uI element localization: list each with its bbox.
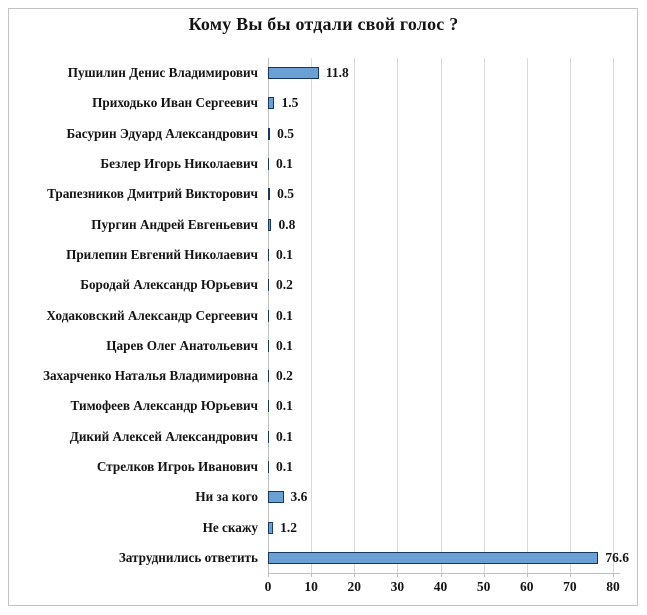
bar: [268, 188, 270, 200]
value-label: 0.1: [276, 398, 293, 414]
bar: [268, 97, 274, 109]
category-label: Захарченко Наталья Владимировна: [43, 368, 258, 384]
bar: [268, 219, 271, 231]
value-label: 0.1: [276, 156, 293, 172]
category-label: Трапезников Дмитрий Викторович: [47, 186, 258, 202]
bar: [268, 370, 269, 382]
bar: [268, 491, 284, 503]
gridline: [484, 58, 485, 573]
bar: [268, 249, 269, 261]
gridline: [441, 58, 442, 573]
bar: [268, 279, 269, 291]
gridline: [527, 58, 528, 573]
value-label: 0.8: [278, 216, 296, 232]
bar: [268, 128, 270, 140]
value-label: 0.1: [276, 428, 293, 444]
value-label: 3.6: [290, 489, 308, 505]
category-label: Безлер Игорь Николаевич: [100, 156, 258, 172]
value-label: 0.1: [276, 307, 293, 323]
x-axis-tick-label: 10: [304, 579, 318, 594]
category-label: Басурин Эдуард Александрович: [66, 125, 258, 141]
bar: [268, 552, 598, 564]
x-axis-tick-label: 40: [433, 579, 448, 594]
x-axis-tick-label: 60: [520, 579, 534, 594]
x-axis-tick-label: 30: [390, 579, 405, 594]
category-label: Царев Олег Анатольевич: [106, 337, 258, 353]
value-label: 76.6: [605, 549, 629, 565]
gridline: [311, 58, 312, 573]
gridline: [354, 58, 355, 573]
category-label: Тимофеев Александр Юрьевич: [70, 398, 258, 414]
category-label: Пушилин Денис Владимирович: [67, 65, 258, 81]
value-label: 11.8: [325, 65, 349, 81]
category-label: Приходько Иван Сергеевич: [92, 95, 258, 111]
category-label: Не скажу: [202, 519, 258, 535]
value-label: 0.1: [276, 337, 293, 353]
bar: [268, 158, 269, 170]
gridline: [613, 58, 614, 573]
category-label: Ни за кого: [195, 489, 258, 505]
value-label: 1.5: [281, 95, 299, 111]
value-label: 0.5: [277, 186, 295, 202]
x-axis-tick-label: 50: [476, 579, 491, 594]
category-label: Пургин Андрей Евгеньевич: [91, 216, 258, 232]
x-axis-line: [268, 573, 620, 574]
x-axis-tick-label: 80: [606, 579, 620, 594]
category-label: Затруднились ответить: [118, 549, 258, 565]
bar: [268, 461, 269, 473]
value-label: 0.2: [276, 368, 293, 384]
category-label: Дикий Алексей Александрович: [69, 428, 258, 444]
bar: [268, 340, 269, 352]
value-label: 0.5: [277, 125, 295, 141]
value-label: 0.1: [276, 246, 293, 262]
gridline: [570, 58, 571, 573]
category-label: Ходаковский Александр Сергеевич: [46, 307, 258, 323]
x-axis-tick-label: 70: [563, 579, 577, 594]
bar: [268, 431, 269, 443]
category-label: Стрелков Игроь Иванович: [96, 458, 258, 474]
value-label: 0.1: [276, 458, 293, 474]
gridline: [397, 58, 398, 573]
bar: [268, 310, 269, 322]
bar: [268, 67, 319, 79]
category-label: Прилепин Евгений Николаевич: [66, 246, 258, 262]
bar: [268, 400, 269, 412]
value-label: 0.2: [276, 277, 293, 293]
value-label: 1.2: [280, 519, 298, 535]
x-axis-tick-label: 0: [264, 579, 272, 594]
chart-title: Кому Вы бы отдали свой голос ?: [188, 14, 459, 34]
category-label: Бородай Александр Юрьевич: [80, 277, 258, 293]
bar: [268, 522, 273, 534]
x-axis-tick-label: 20: [347, 579, 361, 594]
